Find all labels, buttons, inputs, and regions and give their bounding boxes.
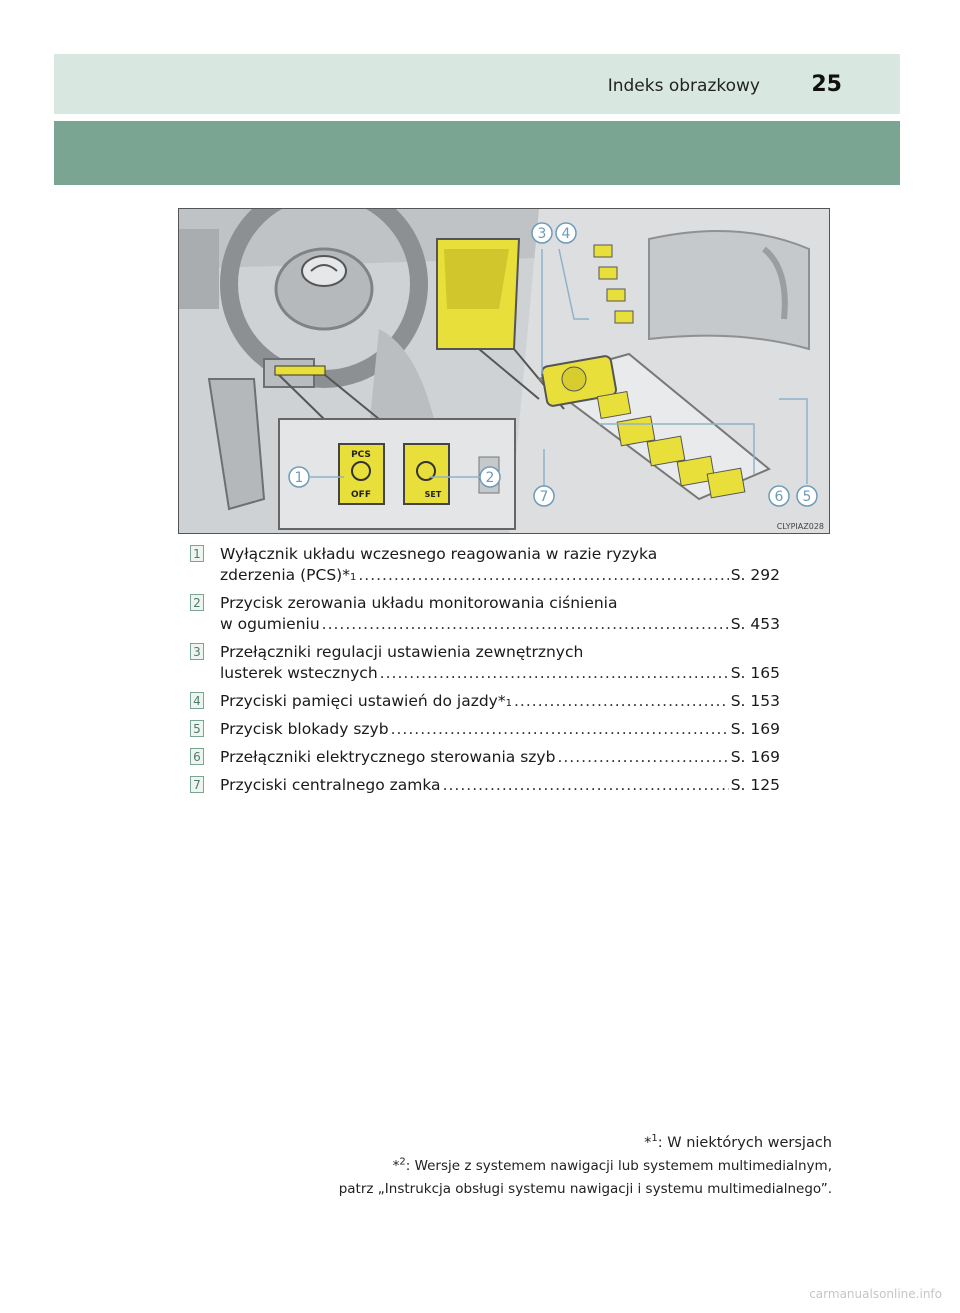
callout-1: 1 bbox=[294, 470, 304, 486]
item-text-line1: Przycisk zerowania układu monitorowania ciśnienia bbox=[220, 594, 618, 612]
page-reference: S. 153 bbox=[730, 692, 780, 710]
pcs-label: PCS bbox=[351, 450, 371, 460]
callout-6: 6 bbox=[774, 489, 784, 505]
header-band bbox=[54, 121, 900, 185]
item-number: 1 bbox=[190, 545, 204, 562]
watermark: carmanualsonline.info bbox=[809, 1287, 942, 1301]
item-number: 7 bbox=[190, 776, 204, 793]
list-item bbox=[190, 747, 780, 768]
item-text-line2: Przyciski centralnego zamka bbox=[220, 776, 441, 794]
page-number: 25 bbox=[811, 72, 842, 97]
page-reference: S. 169 bbox=[730, 720, 780, 738]
list-item bbox=[190, 775, 780, 796]
item-text-line2: Przycisk blokady szyb bbox=[220, 720, 389, 738]
footnotes bbox=[339, 1132, 832, 1201]
item-text-line2: Przyciski pamięci ustawień do jazdy* bbox=[220, 692, 506, 710]
item-text-line2: zderzenia (PCS)* bbox=[220, 566, 350, 584]
list-item bbox=[190, 719, 780, 740]
page-reference: S. 453 bbox=[730, 615, 780, 633]
item-number: 3 bbox=[190, 643, 204, 660]
item-number: 2 bbox=[190, 594, 204, 611]
list-item: 1 Wyłącznik układu wczesnego reagowania w razie ryzyka zderzenia (PCS)* 1 ..... S. 292 bbox=[190, 544, 780, 586]
page-reference: S. 169 bbox=[730, 748, 780, 766]
callout-7: 7 bbox=[539, 489, 549, 505]
item-number: 4 bbox=[190, 692, 204, 709]
illustration-svg bbox=[179, 209, 829, 533]
item-text-line2: Przełączniki elektrycznego sterowania szyb bbox=[220, 748, 556, 766]
page-reference: S. 292 bbox=[730, 566, 780, 584]
item-number: 6 bbox=[190, 748, 204, 765]
footnote-1: *$^1$: W niektórych wersjach bbox=[644, 1133, 832, 1151]
item-number: 5 bbox=[190, 720, 204, 737]
item-text-line2: w ogumieniu bbox=[220, 615, 320, 633]
pcs-off-label: OFF bbox=[351, 490, 371, 500]
page-reference: S. 125 bbox=[730, 776, 780, 794]
callout-2: 2 bbox=[485, 470, 495, 486]
callout-4: 4 bbox=[561, 226, 571, 242]
footnote-2: *$^2$: Wersje z systemem nawigacji lub systemem multimedialnym, bbox=[392, 1156, 832, 1174]
section-title: Indeks obrazkowy bbox=[607, 76, 760, 96]
callout-3: 3 bbox=[537, 226, 547, 242]
list-item bbox=[190, 593, 780, 635]
figure-code: CLYPIAZ028 bbox=[776, 522, 824, 531]
page-reference: S. 165 bbox=[730, 664, 780, 682]
item-text-line1: Wyłącznik układu wczesnego reagowania w razie ryzyka bbox=[220, 545, 658, 563]
footnote-2-line2: patrz „Instrukcja obsługi systemu nawigacji i systemu multimedialnego”. bbox=[338, 1181, 832, 1197]
pcs-inset-panel bbox=[279, 419, 515, 529]
list-item: 4 Przyciski pamięci ustawień do jazdy* 1 ..... S. 153 bbox=[190, 691, 780, 712]
item-text-line1: Przełączniki regulacji ustawienia zewnętrznych bbox=[220, 643, 584, 661]
vehicle-interior-illustration bbox=[178, 208, 830, 534]
component-list bbox=[190, 544, 780, 803]
page-header bbox=[54, 54, 900, 114]
callout-5: 5 bbox=[802, 489, 812, 505]
list-item bbox=[190, 642, 780, 684]
tpms-set-label: SET bbox=[424, 490, 442, 499]
item-text-line2: lusterek wstecznych bbox=[220, 664, 378, 682]
